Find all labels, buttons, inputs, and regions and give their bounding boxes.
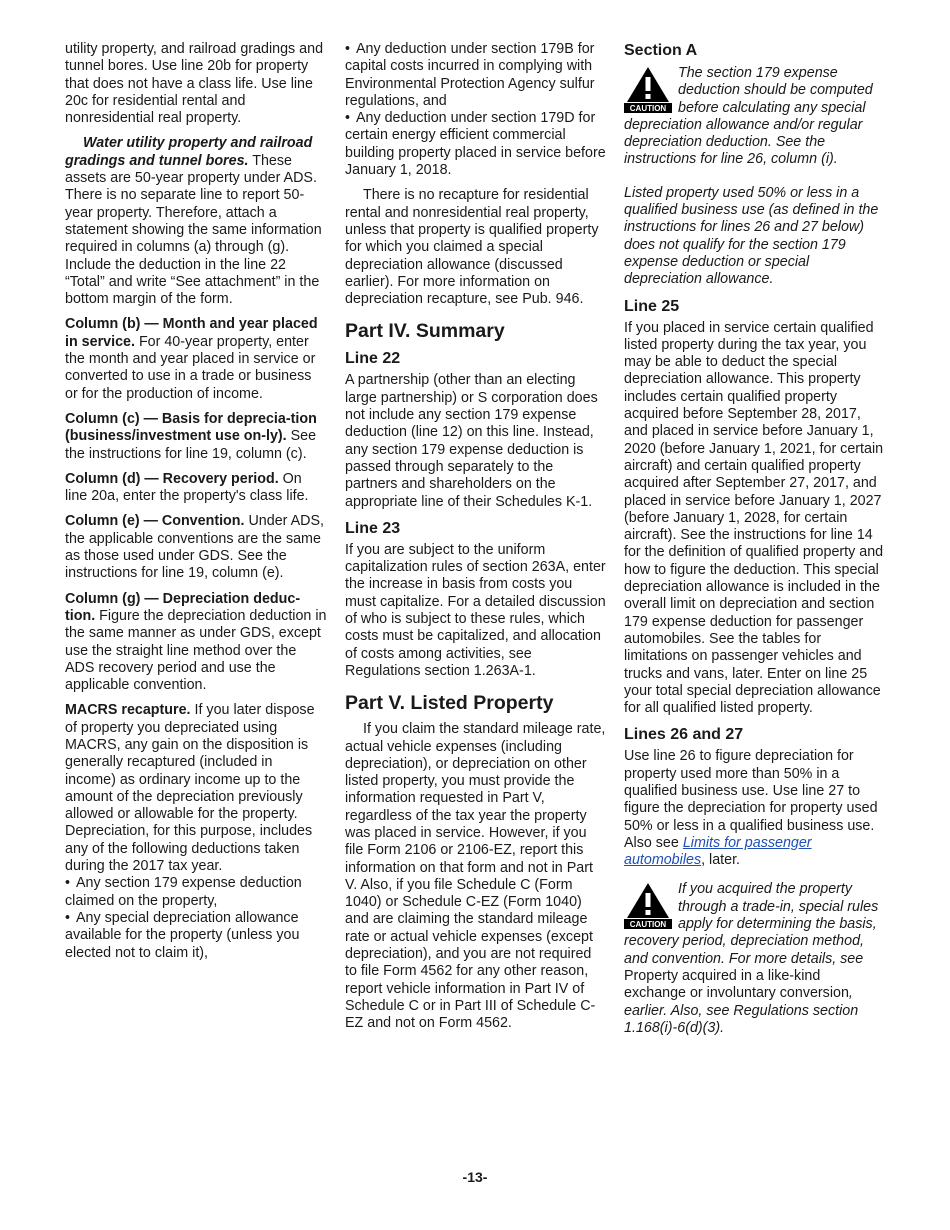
list-item [65, 910, 327, 962]
caution-text-reference: Property acquired in a like-kind exchange or involuntary conversion [624, 967, 849, 1002]
bullet: • [65, 909, 71, 926]
paragraph [624, 748, 886, 869]
caution-text-part: , earlier. Also, see Regulations section 1.168(i)-6(d)(3). [624, 985, 859, 1036]
paragraph-body: For 40-year property, enter the month and year placed in service or converted to use in a trade or business or for the production of income. [65, 333, 316, 402]
column-3 [624, 41, 886, 1045]
paragraph-heading: MACRS recapture. [65, 702, 191, 719]
paragraph-heading: Column (e) — Convention. [65, 513, 245, 530]
paragraph [65, 513, 327, 582]
bullet: • [345, 41, 351, 57]
caution-icon [624, 65, 672, 113]
caution-text-part: If you acquired the property through a trade-in, special rules apply for determining the basis, recovery period, depreciation method, and convention. For more details, see [624, 881, 879, 967]
part-iv-heading: Part IV. Summary [345, 320, 505, 343]
part-v-heading: Part V. Listed Property [345, 692, 554, 715]
paragraph-heading: Column (b) — Month and year placed in service. [65, 316, 318, 350]
paragraph [65, 135, 327, 308]
bullet: • [345, 110, 351, 127]
paragraph [65, 411, 327, 463]
paragraph-heading: Water utility property and railroad gradings and tunnel bores. [65, 135, 313, 169]
line-22-heading: Line 22 [345, 350, 401, 368]
caution-note [624, 65, 886, 169]
page-number: -13- [462, 1169, 488, 1185]
caution-label: CAUTION [629, 920, 667, 930]
paragraph-body: Figure the depreciation deduction in the same manner as under GDS, except use the straight line method over the ADS recovery period and use the applicable convention. [65, 607, 327, 694]
paragraph-heading: Column (d) — Recovery period. [65, 470, 279, 487]
paragraph-heading: Column (c) — Basis for deprecia-tion (business/investment use on-ly). [65, 410, 317, 445]
caution-icon [624, 881, 672, 929]
column-2 [345, 41, 607, 1041]
paragraph: There is no recapture for residential rental and nonresidential real property, unless that property is qualified property for which you claimed a special depreciation allowance (discussed earlier). For more information on depreciation recapture, see Pub. 946. [345, 187, 599, 308]
paragraph-body: , later. [701, 852, 741, 869]
caution-text: The section 179 expense deduction should be computed before calculating any special depreciation allowance and/or regular depreciation deduction. See the instructions for line 26, column (i). [624, 65, 873, 168]
paragraph: utility property, and railroad gradings and tunnel bores. Use line 20b for property that does not have a class life. Use line 20c for residential rental and nonresidential real property. [65, 41, 324, 127]
list-item-text: Any deduction under section 179D for certain energy efficient commercial building property placed in service before January 1, 2018. [345, 110, 606, 179]
paragraph-heading: Column (g) — Depreciation deduc-tion. [65, 590, 301, 624]
limits-for-passenger-automobiles-link[interactable]: Limits for passenger automobiles [624, 834, 812, 869]
paragraph-body: These assets are 50-year property under ADS. There is no separate line to report 50-year property. Therefore, attach a statement showing the same information required in columns (a) through (g). Include the deduction in the line 22 “Total” and write “See attachment” in the bottom margin of the form. [65, 152, 322, 308]
paragraph: If you placed in service certain qualified listed property during the tax year, you may be able to deduct the special depreciation allowance. This property includes certain qualified property acquired before September 28, 2017, and placed in service before January 1, 2020 (before January 1, 2021, for certain aircraft) and certain qualified property acquired after September 27, 2017, and placed in service before January 1, 2027 (before January 1, 2028, for certain aircraft). See the instructions for line 14 for the definition of qualified property and how to figure the deduction. This special depreciation allowance is included in the overall limit on depreciation and section 179 expense deduction for passenger automobiles. See the tables for limitations on passenger vehicles and trucks and vans, later. Enter on line 25 your total special depreciation allowance for all qualified listed property. [624, 319, 884, 717]
bullet: • [65, 875, 71, 892]
paragraph: If you claim the standard mileage rate, actual vehicle expenses (including depreciation), or depreciation on other listed property, you must provide the information requested in Part V, regardless of the tax year the property was placed in service. However, if you file Form 2106 or 2106-EZ, report this information on that form and not in Part V. Also, if you file Schedule C (Form 1040) or Schedule C-EZ (Form 1040) and are claiming the standard mileage rate or actual vehicle expenses (except depreciation), and you are not required to file Form 4562 for any other reason, report vehicle information in Part IV of Schedule C or in Part III of Schedule C-EZ and not on Form 4562. [345, 721, 606, 1032]
paragraph-body: On line 20a, enter the property's class life. [65, 470, 309, 505]
paragraph-body: Under ADS, the applicable conventions are the same as those used under GDS. See the instructions for line 19, column (e). [65, 513, 324, 582]
line-23-heading: Line 23 [345, 519, 401, 537]
paragraph [65, 471, 327, 506]
paragraph-body: See the instructions for line 19, column (c). [65, 428, 317, 462]
column-1 [65, 41, 327, 970]
paragraph-body: If you later dispose of property you depreciated using MACRS, any gain on the disposition is generally recaptured (included in income) as ordinary income up to the amount of the depreciation previously allowed or allowable for the property. Depreciation, for this purpose, includes any of the following deductions taken during the 2017 tax year. [65, 702, 315, 875]
list-item [345, 41, 607, 110]
lines-26-27-heading: Lines 26 and 27 [624, 726, 744, 744]
paragraph-body: Use line 26 to figure depreciation for property used more than 50% in a qualified business use. Use line 27 to figure the depreciation for property used 50% or less in a qualified business use. Also see [624, 748, 878, 851]
list-item-text: Any section 179 expense deduction claimed on the property, [65, 875, 302, 909]
list-item [65, 875, 327, 910]
list-item-text: Any deduction under section 179B for capital costs incurred in complying with Environmental Protection Agency sulfur regulations, and [345, 41, 595, 109]
section-a-heading: Section A [624, 42, 698, 59]
paragraph [65, 591, 327, 695]
line-25-heading: Line 25 [624, 297, 680, 315]
caution-note [624, 881, 886, 1037]
paragraph: If you are subject to the uniform capitalization rules of section 263A, enter the increase in basis from costs you must capitalize. For a detailed discussion of who is subject to these rules, which costs must be capitalized, and allocation of costs among activities, see Regulations section 1.263A-1. [345, 541, 606, 679]
list-item [345, 110, 607, 179]
caution-label: CAUTION [629, 104, 667, 113]
paragraph: Listed property used 50% or less in a qualified business use (as defined in the instructions for lines 26 and 27 below) does not qualify for the section 179 expense deduction or special depreciation allowance. [624, 184, 879, 288]
list-item-text: Any special depreciation allowance available for the property (unless you elected not to claim it), [65, 909, 300, 961]
paragraph [65, 702, 327, 875]
paragraph: A partnership (other than an electing large partnership) or S corporation does not include any section 179 expense deduction (line 12) on this line. Instead, any section 179 expense deduction is passed through separately to the partners and shareholders on the appropriate line of their Schedules K-1. [345, 372, 598, 510]
paragraph [65, 316, 327, 402]
